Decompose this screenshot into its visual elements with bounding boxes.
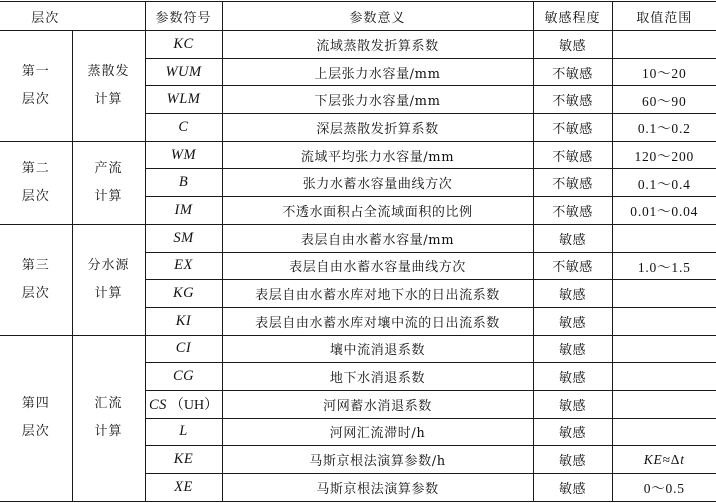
- level-label: 层次: [21, 188, 50, 204]
- symbol-cell: [145, 446, 222, 474]
- meaning-cell: 地下水消退系数: [222, 363, 533, 391]
- range-cell: [612, 224, 716, 252]
- module-label: 分水源: [87, 257, 130, 273]
- table-row: [0, 141, 716, 169]
- range-cell: [612, 446, 716, 474]
- range-cell: [612, 418, 716, 446]
- range-cell: 10～20: [612, 58, 716, 86]
- range-cell: 120～200: [612, 141, 716, 169]
- header-row: [0, 2, 716, 31]
- parameter-symbol: C: [178, 118, 189, 135]
- parameter-symbol: WM: [170, 146, 197, 163]
- module-label: 计算: [94, 188, 123, 204]
- meaning-cell: 表层自由水蓄水库对壤中流的日出流系数: [222, 307, 533, 335]
- header-symbol: 参数符号: [145, 2, 222, 31]
- level-label: 第四: [21, 396, 50, 412]
- symbol-cell: [145, 197, 222, 225]
- parameter-symbol-suffix: （UH）: [169, 398, 219, 414]
- range-cell: 60～90: [612, 86, 716, 114]
- symbol-cell: [145, 141, 222, 169]
- symbol-cell: [145, 307, 222, 335]
- level-cell: [0, 335, 72, 501]
- table-body: [0, 31, 716, 502]
- meaning-cell: 马斯京根法演算参数: [222, 474, 533, 502]
- range-cell: [612, 335, 716, 363]
- meaning-cell: 流域平均张力水容量/mm: [222, 141, 533, 169]
- meaning-cell: 流域蒸散发折算系数: [222, 31, 533, 59]
- module-label: 计算: [94, 285, 123, 301]
- sensitivity-cell: 敏感: [533, 224, 612, 252]
- module-label: 计算: [94, 91, 123, 107]
- parameter-symbol: KI: [175, 312, 192, 329]
- parameter-symbol: CI: [175, 340, 192, 357]
- symbol-cell: [145, 224, 222, 252]
- range-cell: 0～0.5: [612, 474, 716, 502]
- range-cell: 0.1～0.2: [612, 114, 716, 142]
- meaning-cell: 下层张力水容量/mm: [222, 86, 533, 114]
- table-row: [0, 224, 716, 252]
- symbol-cell: [145, 86, 222, 114]
- parameter-symbol: B: [178, 174, 189, 191]
- parameter-symbol: WLM: [166, 91, 201, 108]
- level-label: 第二: [21, 161, 50, 177]
- level-label: 第三: [21, 257, 50, 273]
- parameter-symbol: SM: [173, 229, 194, 246]
- symbol-cell: [145, 58, 222, 86]
- level-cell: [0, 31, 72, 142]
- table-row: [0, 335, 716, 363]
- symbol-cell: [145, 280, 222, 308]
- parameter-symbol: L: [179, 423, 188, 440]
- header-level: 层次: [0, 2, 145, 31]
- parameter-symbol: KC: [173, 35, 194, 52]
- range-cell: [612, 307, 716, 335]
- sensitivity-cell: 不敏感: [533, 86, 612, 114]
- range-part: ≈Δ: [662, 451, 681, 467]
- meaning-cell: 不透水面积占全流域面积的比例: [222, 197, 533, 225]
- sensitivity-cell: 不敏感: [533, 141, 612, 169]
- meaning-cell: 壤中流消退系数: [222, 335, 533, 363]
- range-cell: [612, 280, 716, 308]
- module-label: 产流: [94, 161, 123, 177]
- sensitivity-cell: 敏感: [533, 474, 612, 502]
- sensitivity-cell: 不敏感: [533, 197, 612, 225]
- symbol-cell: [145, 169, 222, 197]
- module-label: 计算: [94, 424, 123, 440]
- parameter-symbol: KG: [172, 285, 195, 302]
- parameter-symbol: CS: [148, 397, 167, 414]
- meaning-cell: 河网汇流滞时/h: [222, 418, 533, 446]
- parameter-symbol: XE: [174, 478, 193, 495]
- sensitivity-cell: 敏感: [533, 390, 612, 418]
- level-label: 层次: [21, 424, 50, 440]
- table-header: [0, 2, 716, 31]
- range-cell: [612, 363, 716, 391]
- sensitivity-cell: 敏感: [533, 31, 612, 59]
- module-label: 汇流: [94, 396, 123, 412]
- symbol-cell: [145, 390, 222, 418]
- meaning-cell: 河网蓄水消退系数: [222, 390, 533, 418]
- header-sensitivity: 敏感程度: [533, 2, 612, 31]
- meaning-cell: 表层自由水蓄水库对地下水的日出流系数: [222, 280, 533, 308]
- sensitivity-cell: 不敏感: [533, 252, 612, 280]
- sensitivity-cell: 敏感: [533, 307, 612, 335]
- parameter-symbol: CG: [172, 368, 195, 385]
- parameter-symbol: EX: [174, 257, 193, 274]
- sensitivity-cell: 敏感: [533, 363, 612, 391]
- meaning-cell: 深层蒸散发折算系数: [222, 114, 533, 142]
- module-cell: [72, 224, 145, 335]
- symbol-cell: [145, 335, 222, 363]
- symbol-cell: [145, 252, 222, 280]
- parameter-table: [0, 1, 716, 502]
- parameter-symbol: KE: [173, 451, 194, 468]
- module-label: 蒸散发: [87, 64, 130, 80]
- range-cell: 1.0～1.5: [612, 252, 716, 280]
- meaning-cell: 表层自由水蓄水容量曲线方次: [222, 252, 533, 280]
- symbol-cell: [145, 474, 222, 502]
- meaning-cell: 表层自由水蓄水容量/mm: [222, 224, 533, 252]
- symbol-cell: [145, 31, 222, 59]
- range-cell: 0.1～0.4: [612, 169, 716, 197]
- table-row: [0, 31, 716, 59]
- level-label: 第一: [21, 64, 50, 80]
- module-cell: [72, 141, 145, 224]
- meaning-cell: 马斯京根法演算参数/h: [222, 446, 533, 474]
- sensitivity-cell: 不敏感: [533, 114, 612, 142]
- range-part: KE: [643, 451, 663, 467]
- level-cell: [0, 224, 72, 335]
- level-cell: [0, 141, 72, 224]
- sensitivity-cell: 敏感: [533, 280, 612, 308]
- parameter-symbol: WUM: [165, 63, 202, 80]
- range-part: t: [680, 451, 685, 467]
- level-label: 层次: [21, 91, 50, 107]
- sensitivity-cell: 敏感: [533, 446, 612, 474]
- header-range: 取值范围: [612, 2, 716, 31]
- sensitivity-cell: 不敏感: [533, 169, 612, 197]
- sensitivity-cell: 敏感: [533, 335, 612, 363]
- range-cell: 0.01～0.04: [612, 197, 716, 225]
- parameter-symbol: IM: [174, 201, 193, 218]
- sensitivity-cell: 敏感: [533, 418, 612, 446]
- sensitivity-cell: 不敏感: [533, 58, 612, 86]
- meaning-cell: 上层张力水容量/mm: [222, 58, 533, 86]
- range-cell: [612, 390, 716, 418]
- level-label: 层次: [21, 285, 50, 301]
- range-cell: [612, 31, 716, 59]
- symbol-cell: [145, 363, 222, 391]
- meaning-cell: 张力水蓄水容量曲线方次: [222, 169, 533, 197]
- module-cell: [72, 31, 145, 142]
- symbol-cell: [145, 418, 222, 446]
- header-meaning: 参数意义: [222, 2, 533, 31]
- module-cell: [72, 335, 145, 501]
- symbol-cell: [145, 114, 222, 142]
